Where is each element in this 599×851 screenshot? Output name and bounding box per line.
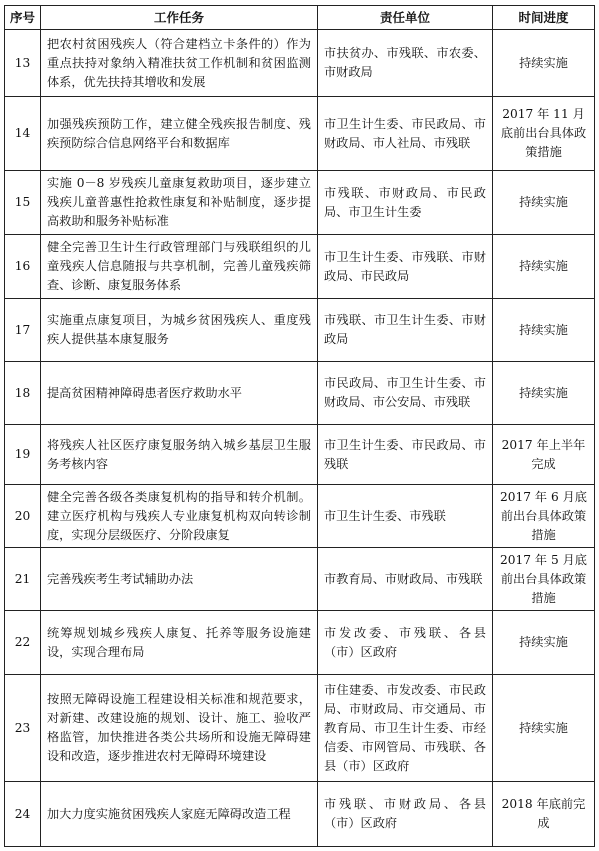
row-task: 完善残疾考生考试辅助办法: [41, 548, 318, 611]
row-index: 22: [5, 611, 41, 675]
row-unit: 市卫生计生委、市民政局、市残联: [318, 425, 493, 485]
row-index: 18: [5, 362, 41, 425]
row-task: 统筹规划城乡残疾人康复、托养等服务设施建设，实现合理布局: [41, 611, 318, 675]
row-task: 健全完善卫生计生行政管理部门与残联组织的儿童残疾人信息随报与共享机制，完善儿童残疾筛查、诊断、康复服务体系: [41, 235, 318, 299]
row-index: 13: [5, 30, 41, 97]
row-unit: 市残联、市财政局、各县（市）区政府: [318, 782, 493, 847]
row-index: 19: [5, 425, 41, 485]
task-table: [4, 5, 595, 847]
row-schedule: 持续实施: [493, 30, 595, 97]
row-schedule: 2017 年 5 月底前出台具体政策措施: [493, 548, 595, 611]
row-schedule: 2018 年底前完成: [493, 782, 595, 847]
table-row: [5, 782, 595, 847]
row-unit: 市卫生计生委、市残联、市财政局、市民政局: [318, 235, 493, 299]
row-index: 14: [5, 97, 41, 171]
row-schedule: 2017 年 6 月底前出台具体政策措施: [493, 485, 595, 548]
row-schedule: 2017 年上半年完成: [493, 425, 595, 485]
row-task: 把农村贫困残疾人（符合建档立卡条件的）作为重点扶持对象纳入精准扶贫工作机制和贫困监测体系，优先扶持其增收和发展: [41, 30, 318, 97]
row-task: 加强残疾预防工作，建立健全残疾报告制度、残疾预防综合信息网络平台和数据库: [41, 97, 318, 171]
row-index: 21: [5, 548, 41, 611]
row-schedule: 持续实施: [493, 611, 595, 675]
row-schedule: 持续实施: [493, 299, 595, 362]
row-unit: 市残联、市卫生计生委、市财政局: [318, 299, 493, 362]
row-unit: 市卫生计生委、市民政局、市财政局、市人社局、市残联: [318, 97, 493, 171]
header-row: [5, 6, 595, 30]
row-index: 17: [5, 299, 41, 362]
row-unit: 市民政局、市卫生计生委、市财政局、市公安局、市残联: [318, 362, 493, 425]
table-row: [5, 362, 595, 425]
table-row: [5, 30, 595, 97]
row-unit: 市卫生计生委、市残联: [318, 485, 493, 548]
table-row: [5, 299, 595, 362]
table-row: [5, 425, 595, 485]
row-unit: 市发改委、市残联、各县（市）区政府: [318, 611, 493, 675]
header-task: 工作任务: [41, 6, 318, 30]
table-row: [5, 611, 595, 675]
row-task: 健全完善各级各类康复机构的指导和转介机制。建立医疗机构与残疾人专业康复机构双向转诊制度，实现分层级医疗、分阶段康复: [41, 485, 318, 548]
row-schedule: 持续实施: [493, 362, 595, 425]
header-index: 序号: [5, 6, 41, 30]
row-index: 24: [5, 782, 41, 847]
row-schedule: 2017 年 11 月底前出台具体政策措施: [493, 97, 595, 171]
row-task: 将残疾人社区医疗康复服务纳入城乡基层卫生服务考核内容: [41, 425, 318, 485]
table-row: [5, 235, 595, 299]
row-task: 实施重点康复项目，为城乡贫困残疾人、重度残疾人提供基本康复服务: [41, 299, 318, 362]
row-unit: 市教育局、市财政局、市残联: [318, 548, 493, 611]
row-index: 16: [5, 235, 41, 299]
table-row: [5, 485, 595, 548]
row-task: 实施 0－8 岁残疾儿童康复救助项目，逐步建立残疾儿童普惠性抢救性康复和补贴制度，逐步提高救助和服务补贴标准: [41, 171, 318, 235]
row-task: 按照无障碍设施工程建设相关标准和规范要求，对新建、改建设施的规划、设计、施工、验收严格监管，加快推进各类公共场所和设施无障碍建设和改造，逐步推进农村无障碍环境建设: [41, 675, 318, 782]
row-index: 20: [5, 485, 41, 548]
table-row: [5, 171, 595, 235]
header-unit: 责任单位: [318, 6, 493, 30]
table-row: [5, 675, 595, 782]
row-unit: 市扶贫办、市残联、市农委、市财政局: [318, 30, 493, 97]
table-row: [5, 548, 595, 611]
header-schedule: 时间进度: [493, 6, 595, 30]
row-unit: 市残联、市财政局、市民政局、市卫生计生委: [318, 171, 493, 235]
row-index: 23: [5, 675, 41, 782]
row-unit: 市住建委、市发改委、市民政局、市财政局、市交通局、市教育局、市卫生计生委、市经信委、市网管局、市残联、各县（市）区政府: [318, 675, 493, 782]
row-schedule: 持续实施: [493, 235, 595, 299]
row-task: 加大力度实施贫困残疾人家庭无障碍改造工程: [41, 782, 318, 847]
row-index: 15: [5, 171, 41, 235]
row-task: 提高贫困精神障碍患者医疗救助水平: [41, 362, 318, 425]
row-schedule: 持续实施: [493, 171, 595, 235]
row-schedule: 持续实施: [493, 675, 595, 782]
table-row: [5, 97, 595, 171]
